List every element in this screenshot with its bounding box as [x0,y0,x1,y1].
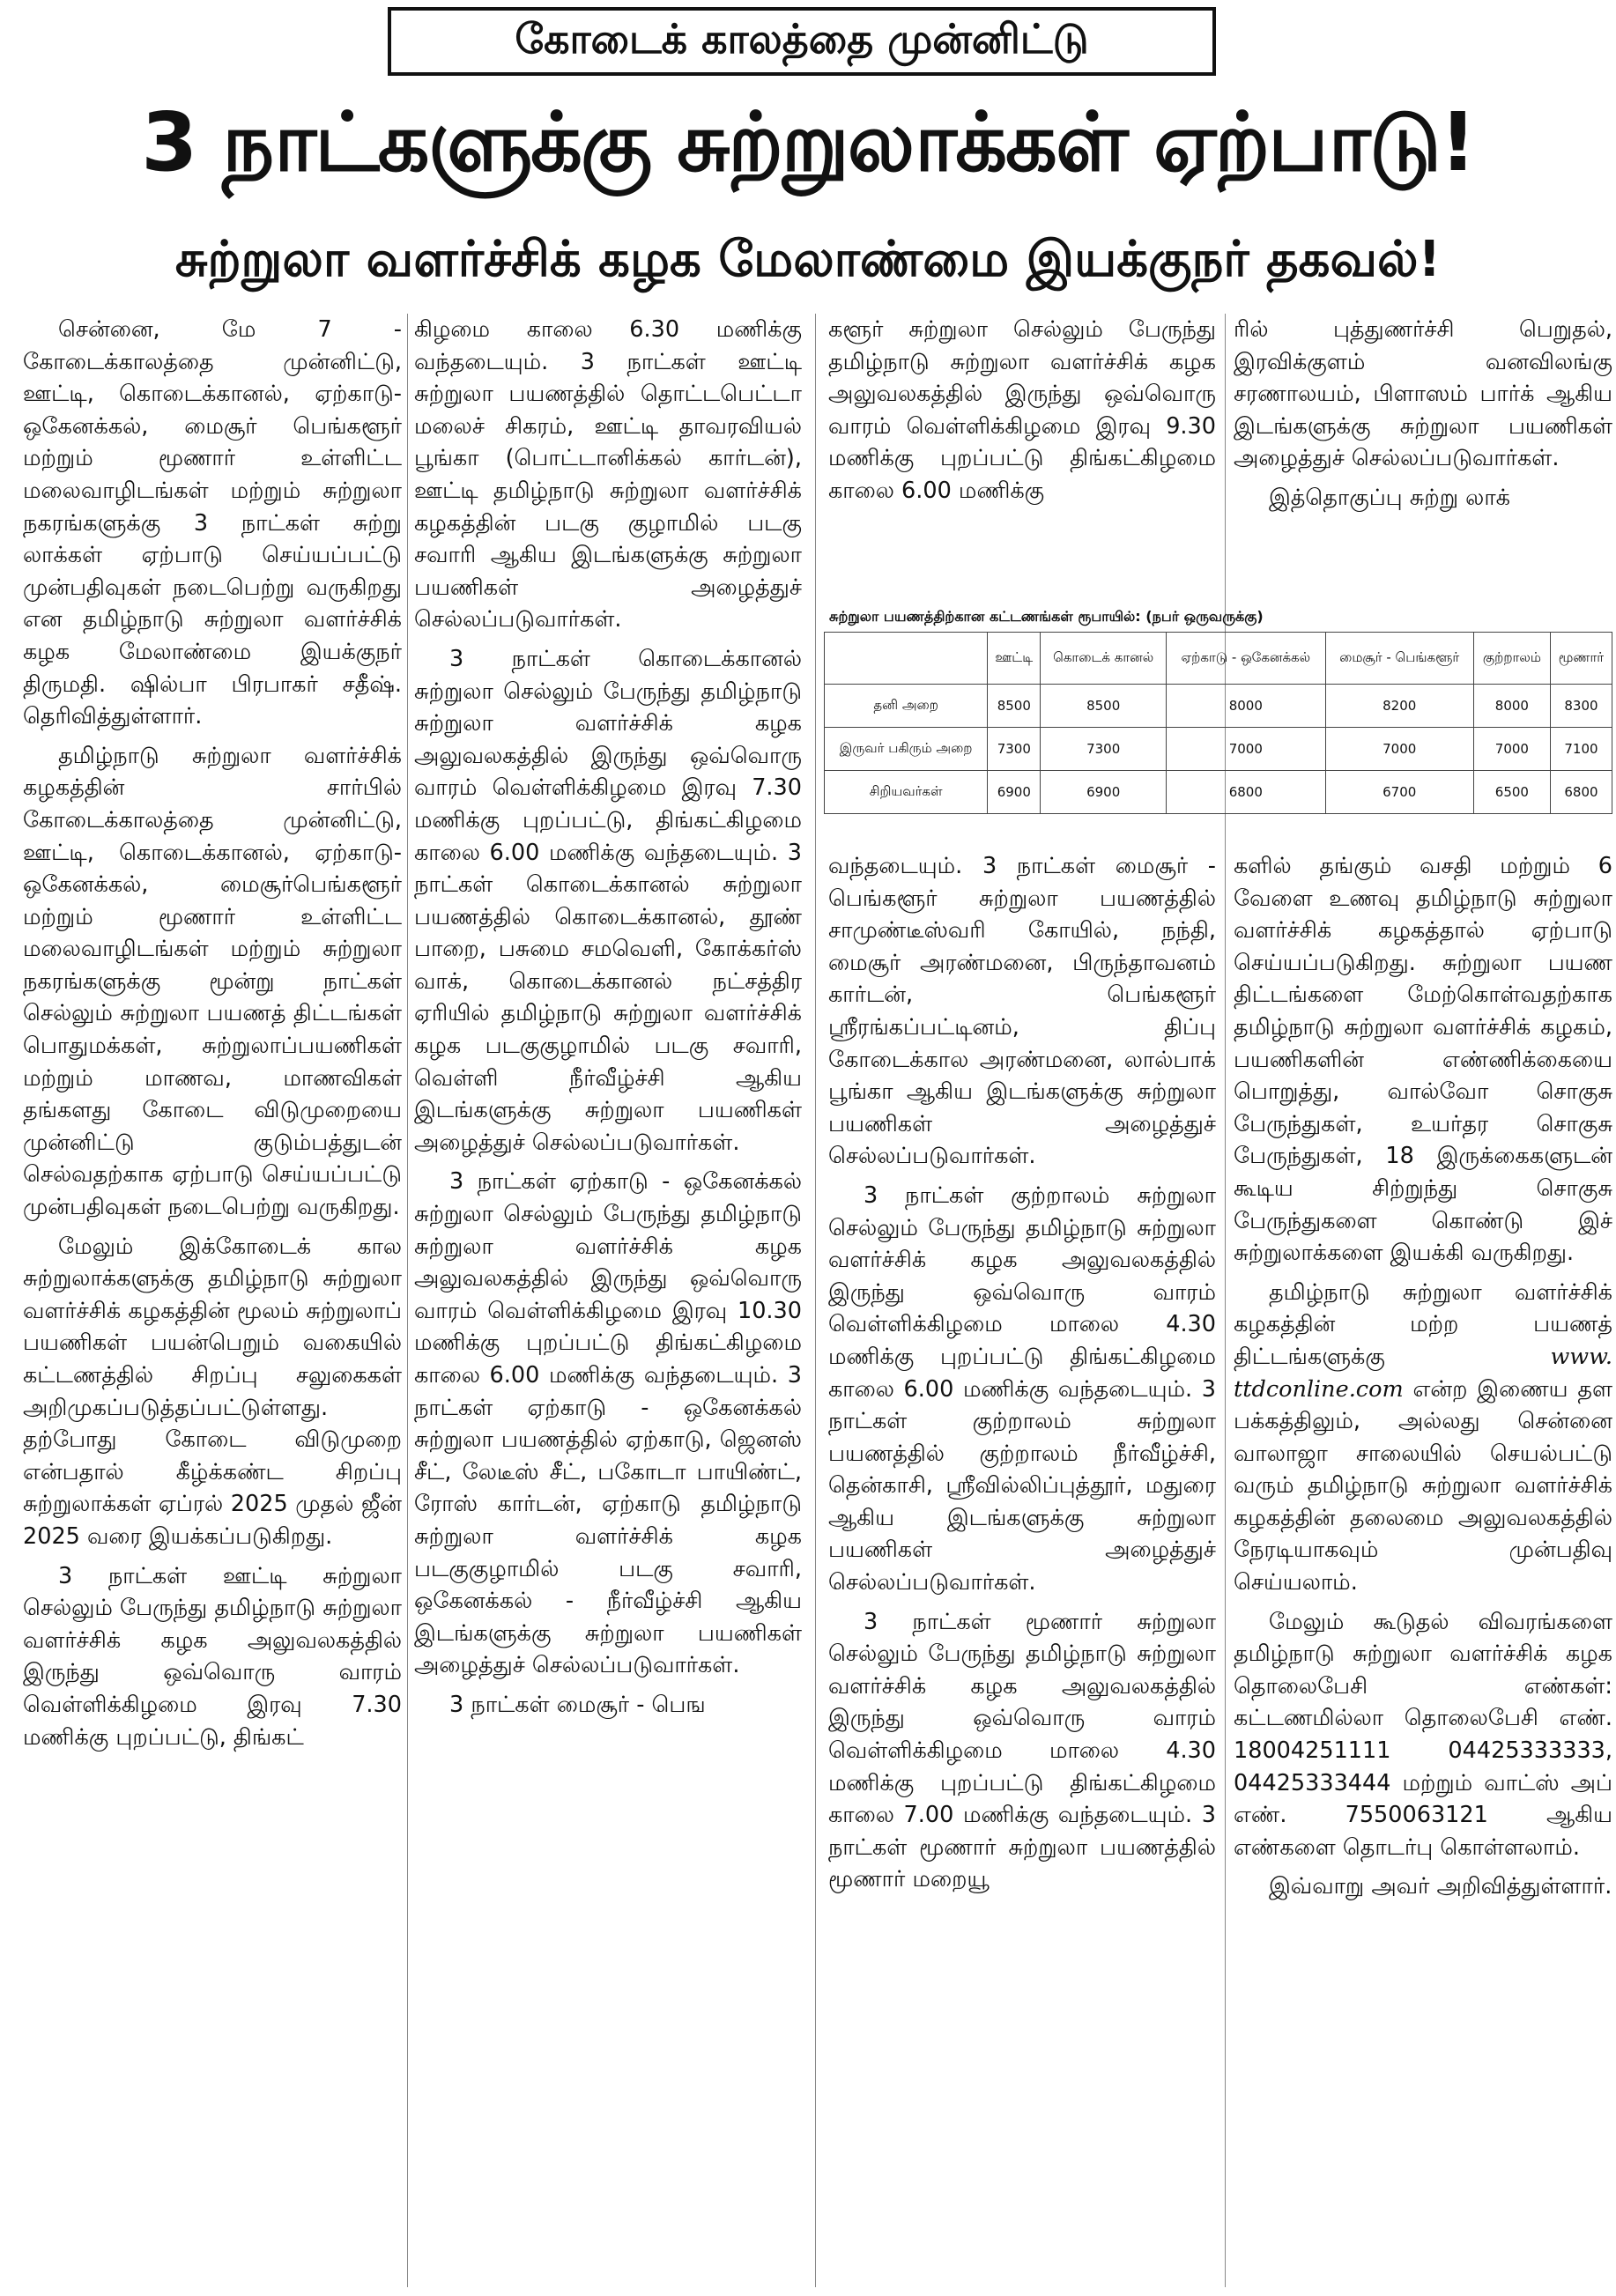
fare-cell: 7100 [1550,728,1612,771]
website-link-text: www. ttdconline.com [1234,1343,1612,1403]
article-column-1 [23,314,402,2292]
table-row [825,685,1612,728]
fare-cell: 8500 [1041,685,1167,728]
fare-cell: 7000 [1325,728,1473,771]
article-paragraph: 3 நாட்கள் ஊட்டி சுற்றுலா செல்லும் பேருந்து தமிழ்நாடு சுற்றுலா வளர்ச்சிக் கழக அலுவலகத்தில் இருந்து ஒவ்வொரு வாரம் வெள்ளிக்கிழமை இரவு 7.30 மணிக்கு புறப்பட்டு, திங்கட் [23,1562,402,1751]
article-paragraph: மேலும் கூடுதல் விவரங்களை தமிழ்நாடு சுற்றுலா வளர்ச்சிக் கழக தொலைபேசி எண்கள்: கட்டணமில்லா தொலைபேசி எண். 18004251111 04425333333, 04425333444 மற்றும் வாட்ஸ் அப் எண். 7550063121 ஆகிய எண்களை தொடர்பு கொள்ளலாம். [1234,1608,1612,1861]
article-paragraph [1234,1277,1612,1599]
table-row [825,728,1612,771]
column-divider [815,314,816,2287]
fare-header-cell: குற்றாலம் [1473,633,1550,685]
fare-cell: 6900 [1041,771,1167,814]
article-paragraph: இவ்வாறு அவர் அறிவித்துள்ளார். [1269,1873,1612,1900]
article-column-3-top [828,314,1216,604]
fare-cell: 7000 [1167,728,1326,771]
article-column-2 [414,314,802,2292]
article-paragraph: 3 நாட்கள் மூணார் சுற்றுலா செல்லும் பேருந்து தமிழ்நாடு சுற்றுலா வளர்ச்சிக் கழக அலுவலகத்தில் இருந்து ஒவ்வொரு வாரம் வெள்ளிக்கிழமை மாலை 4.30 மணிக்கு புறப்பட்டு திங்கட்கிழமை காலை 7.00 மணிக்கு வந்தடையும். 3 நாட்கள் மூணார் சுற்றுலா பயணத்தில் மூணார் மறையூ [828,1608,1216,1893]
fare-cell: 7300 [988,728,1041,771]
fare-header-cell: மூணார் [1550,633,1612,685]
article-paragraph: 3 நாட்கள் குற்றாலம் சுற்றுலா செல்லும் பேருந்து தமிழ்நாடு சுற்றுலா வளர்ச்சிக் கழக அலுவலகத்தில் இருந்து ஒவ்வொரு வாரம் வெள்ளிக்கிழமை மாலை 4.30 மணிக்கு புறப்பட்டு திங்கட்கிழமை காலை 6.00 மணிக்கு வந்தடையும். 3 நாட்கள் குற்றாலம் சுற்றுலா பயணத்தில் குற்றாலம் நீர்வீழ்ச்சி, தென்காசி, ஸ்ரீவில்லிப்புத்தூர், மதுரை ஆகிய இடங்களுக்கு சுற்றுலா பயணிகள் அழைத்துச் செல்லப்படுவார்கள். [828,1181,1216,1596]
article-column-4-top [1234,314,1612,604]
article-paragraph: 3 நாட்கள் கொடைக்கானல் சுற்றுலா செல்லும் பேருந்து தமிழ்நாடு சுற்றுலா வளர்ச்சிக் கழக அலுவலகத்தில் இருந்து ஒவ்வொரு வாரம் வெள்ளிக்கிழமை இரவு 7.30 மணிக்கு புறப்பட்டு, திங்கட்கிழமை காலை 6.00 மணிக்கு வந்தடையும். 3 நாட்கள் கொடைக்கானல் சுற்றுலா பயணத்தில் கொடைக்கானல், தூண் பாறை, பசுமை சமவெளி, கோக்கர்ஸ் வாக், கொடைக்கானல் நட்சத்திர ஏரியில் தமிழ்நாடு சுற்றுலா வளர்ச்சிக் கழக படகுகுழாமில் படகு சவாரி, வெள்ளி நீர்வீழ்ச்சி ஆகிய இடங்களுக்கு சுற்றுலா பயணிகள் அழைத்துச் செல்லப்படுவார்கள். [414,645,802,1156]
article-paragraph: மேலும் இக்கோடைக் கால சுற்றுலாக்களுக்கு தமிழ்நாடு சுற்றுலா வளர்ச்சிக் கழகத்தின் மூலம் சுற்றுலாப் பயணிகள் பயன்பெறும் வகையில் கட்டணத்தில் சிறப்பு சலுகைகள் அறிமுகப்படுத்தப்பட்டுள்ளது. தற்போது கோடை விடுமுறை என்பதால் கீழ்க்கண்ட சிறப்பு சுற்றுலாக்கள் ஏப்ரல் 2025 முதல் ஜீன் 2025 வரை இயக்கப்படுகிறது. [23,1233,402,1550]
article-paragraph: களில் தங்கும் வசதி மற்றும் 6 வேளை உணவு தமிழ்நாடு சுற்றுலா வளர்ச்சிக் கழகத்தால் ஏற்பாடு செய்யப்படுகிறது. சுற்றுலா பயண திட்டங்களை மேற்கொள்வதற்காக தமிழ்நாடு சுற்றுலா வளர்ச்சிக் கழகம், பயணிகளின் எண்ணிக்கையை பொறுத்து, வால்வோ சொகுசு பேருந்துகள், உயர்தர சொகுசு பேருந்துகள், 18 இருக்கைகளுடன் கூடிய சிற்றுந்து சொகுசு பேருந்துகளை கொண்டு இச் சுற்றுலாக்களை இயக்கி வருகிறது. [1234,853,1612,1267]
article-paragraph: ரில் புத்துணர்ச்சி பெறுதல், இரவிக்குளம் வனவிலங்கு சரணாலயம், பிளாஸம் பார்க் ஆகிய இடங்களுக்கு சுற்றுலா பயணிகள் அழைத்துச் செல்லப்படுவார்கள். [1234,316,1612,472]
article-paragraph: களூர் சுற்றுலா செல்லும் பேருந்து தமிழ்நாடு சுற்றுலா வளர்ச்சிக் கழக அலுவலகத்தில் இருந்து ஒவ்வொரு வாரம் வெள்ளிக்கிழமை இரவு 9.30 மணிக்கு புறப்பட்டு திங்கட்கிழமை காலை 6.00 மணிக்கு [828,316,1216,504]
article-paragraph: வந்தடையும். 3 நாட்கள் மைசூர் - பெங்களூர் சுற்றுலா பயணத்தில் சாமுண்டீஸ்வரி கோயில், நந்தி, மைசூர் அரண்மனை, பிருந்தாவனம் கார்டன், பெங்களூர் ஸ்ரீரங்கப்பட்டினம், திப்பு கோடைக்கால அரண்மனை, லால்பாக் பூங்கா ஆகிய இடங்களுக்கு சுற்றுலா பயணிகள் அழைத்துச் செல்லப்படுவார்கள். [828,853,1216,1170]
article-paragraph: 3 நாட்கள் ஏற்காடு - ஒகேனக்கல் சுற்றுலா செல்லும் பேருந்து தமிழ்நாடு சுற்றுலா வளர்ச்சிக் கழக அலுவலகத்தில் இருந்து ஒவ்வொரு வாரம் வெள்ளிக்கிழமை இரவு 10.30 மணிக்கு புறப்பட்டு திங்கட்கிழமை காலை 6.00 மணிக்கு வந்தடையும். 3 நாட்கள் ஏற்காடு - ஒகேனக்கல் சுற்றுலா பயணத்தில் ஏற்காடு, ஜெனஸ் சீட், லேடீஸ் சீட், பகோடா பாயிண்ட், ரோஸ் கார்டன், ஏற்காடு தமிழ்நாடு சுற்றுலா வளர்ச்சிக் கழக படகுகுழாமில் படகு சவாரி, ஒகேனக்கல் - நீர்வீழ்ச்சி ஆகிய இடங்களுக்கு சுற்றுலா பயணிகள் அழைத்துச் செல்லப்படுவார்கள். [414,1168,802,1679]
kicker-text: கோடைக் காலத்தை முன்னிட்டு [515,14,1089,63]
fare-cell: 6800 [1167,771,1326,814]
fare-header-cell: ஊட்டி [988,633,1041,685]
fare-cell: 6700 [1325,771,1473,814]
table-row [825,771,1612,814]
article-paragraph: சென்னை, மே 7 - கோடைக்காலத்தை முன்னிட்டு, ஊட்டி, கொடைக்கானல், ஏற்காடு-ஒகேனக்கல், மைசூர் பெங்களூர் மற்றும் மூணார் உள்ளிட்ட மலைவாழிடங்கள் மற்றும் சுற்றுலா நகரங்களுக்கு 3 நாட்கள் சுற்று லாக்கள் ஏற்பாடு செய்யப்பட்டு முன்பதிவுகள் நடைபெற்று வருகிறது என தமிழ்நாடு சுற்றுலா வளர்ச்சிக் கழக மேலாண்மை இயக்குநர் திருமதி. ஷில்பா பிரபாகர் சதீஷ். தெரிவித்துள்ளார். [23,316,402,730]
fare-header-cell: ஏற்காடு - ஒகேனக்கல் [1167,633,1326,685]
fare-cell: 6800 [1550,771,1612,814]
fare-cell: 7300 [1041,728,1167,771]
fare-row-label: இருவர் பகிரும் அறை [825,728,988,771]
fare-cell: 6500 [1473,771,1550,814]
column-divider [407,314,408,2287]
article-paragraph: இத்தொகுப்பு சுற்று லாக் [1269,484,1510,511]
fare-row-label: தனி அறை [825,685,988,728]
fare-header-cell [825,633,988,685]
article-paragraph: கிழமை காலை 6.30 மணிக்கு வந்தடையும். 3 நாட்கள் ஊட்டி சுற்றுலா பயணத்தில் தொட்டபெட்டா மலைச் சிகரம், ஊட்டி தாவரவியல் பூங்கா (பொட்டானிக்கல் கார்டன்), ஊட்டி தமிழ்நாடு சுற்றுலா வளர்ச்சிக் கழகத்தின் படகு குழாமில் படகு சவாரி ஆகிய இடங்களுக்கு சுற்றுலா பயணிகள் அழைத்துச் செல்லப்படுவார்கள். [414,316,802,633]
fare-cell: 6900 [988,771,1041,814]
fare-cell: 8500 [988,685,1041,728]
fare-header-cell: மைசூர் - பெங்களூர் [1325,633,1473,685]
fare-table [824,632,1612,814]
fare-cell: 7000 [1473,728,1550,771]
fare-cell: 8200 [1325,685,1473,728]
paragraph-text: என்ற இணைய தள பக்கத்திலும், அல்லது சென்னை வாலாஜா சாலையில் செயல்பட்டு வரும் தமிழ்நாடு சுற்றுலா வளர்ச்சிக் கழகத்தின் தலைமை அலுவலகத்தில் நேரடியாகவும் முன்பதிவு செய்யலாம். [1234,1375,1612,1596]
article-column-3-bottom [828,850,1216,2292]
subheadline: சுற்றுலா வளர்ச்சிக் கழக மேலாண்மை இயக்குநர் தகவல்! [174,231,1442,288]
fare-table-section [824,608,1612,833]
article-column-4-bottom [1234,850,1612,2292]
fare-cell: 8300 [1550,685,1612,728]
fare-table-caption: சுற்றுலா பயணத்திற்கான கட்டணங்கள் ரூபாயில்: (நபர் ஒருவருக்கு) [829,608,1264,625]
paragraph-text: தமிழ்நாடு சுற்றுலா வளர்ச்சிக் கழகத்தின் மற்ற பயணத் திட்டங்களுக்கு [1234,1278,1612,1370]
fare-header-cell: கொடைக் கானல் [1041,633,1167,685]
article-paragraph: 3 நாட்கள் மைசூர் - பெங [449,1691,706,1718]
headline: 3 நாட்களுக்கு சுற்றுலாக்கள் ஏற்பாடு! [141,95,1475,189]
fare-table-header-row [825,633,1612,685]
article-paragraph: தமிழ்நாடு சுற்றுலா வளர்ச்சிக் கழகத்தின் சார்பில் கோடைக்காலத்தை முன்னிட்டு, ஊட்டி, கொடைக்கானல், ஏற்காடு-ஒகேனக்கல், மைசூர்பெங்களூர் மற்றும் மூணார் உள்ளிட்ட மலைவாழிடங்கள் மற்றும் சுற்றுலா நகரங்களுக்கு மூன்று நாட்கள் செல்லும் சுற்றுலா பயணத் திட்டங்கள் பொதுமக்கள், சுற்றுலாப்பயணிகள் மற்றும் மாணவ, மாணவிகள் தங்களது கோடை விடுமுறையை முன்னிட்டு குடும்பத்துடன் செல்வதற்காக ஏற்பாடு செய்யப்பட்டு முன்பதிவுகள் நடைபெற்று வருகிறது. [23,742,402,1221]
kicker-banner [388,7,1216,76]
fare-cell: 8000 [1473,685,1550,728]
fare-row-label: சிறியவர்கள் [825,771,988,814]
fare-cell: 8000 [1167,685,1326,728]
